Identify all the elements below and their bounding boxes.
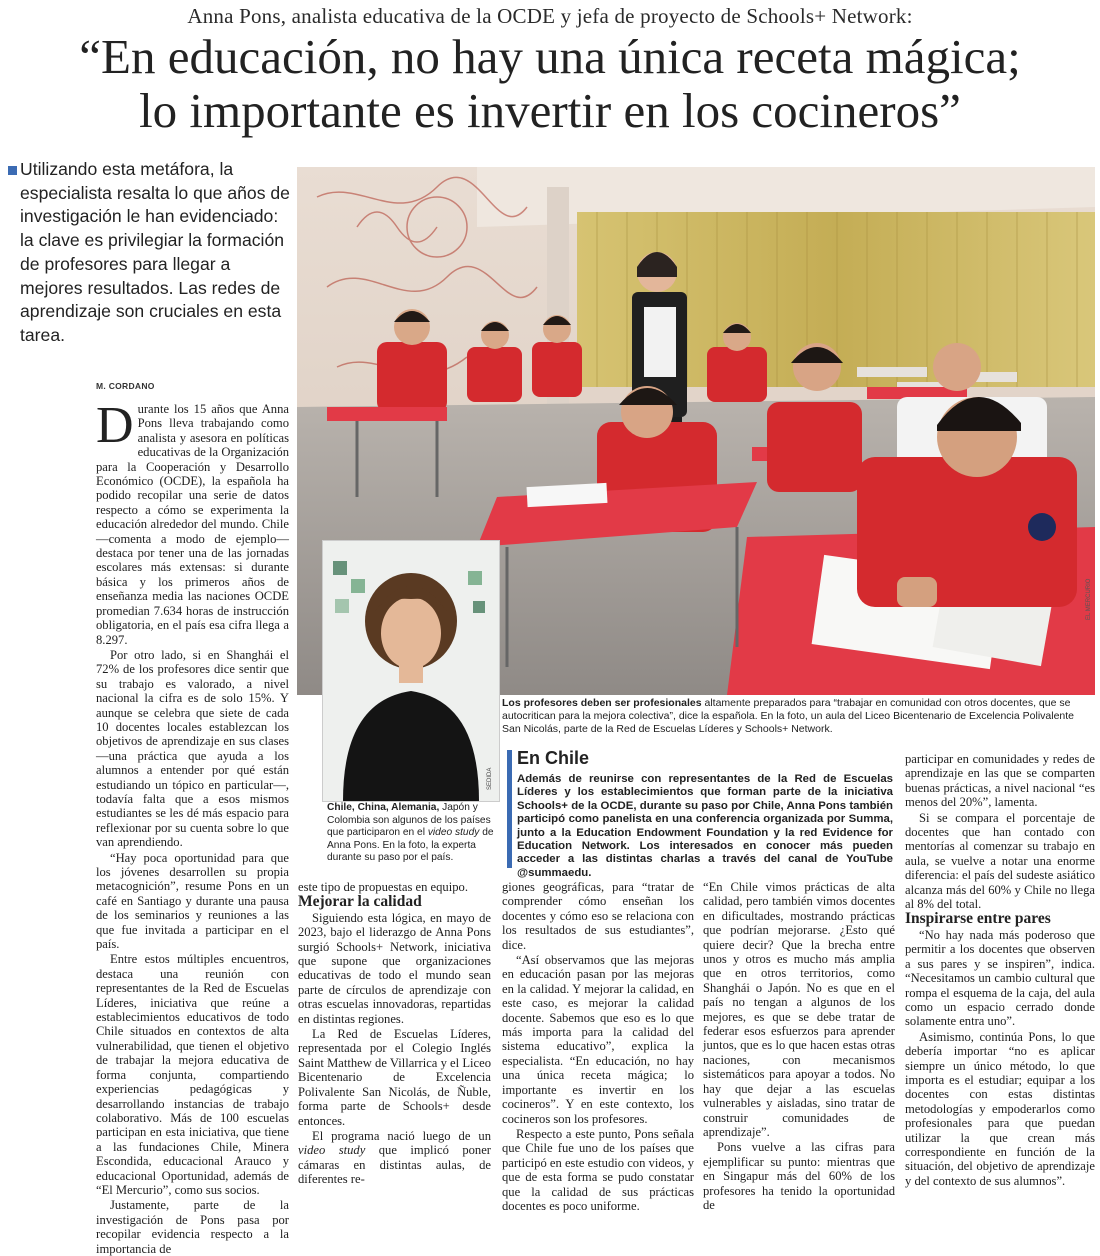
paragraph: este tipo de propuestas en equipo. bbox=[298, 880, 468, 894]
sidebar-text: Además de reunirse con representantes de la Red de Escuelas Líderes y los establecimientos que forman parte de la iniciativa Schools+ de la OCDE, durante su paso por Chile, Anna Pons también participó como panelista en una conferencia organizada por Summa, junto a la Education Endowment Foundation y la red Evidence for Education Network. Los interesados en conocer más pueden acceder a las distintas charlas a través del canal de YouTube @summaedu. bbox=[517, 773, 893, 879]
headline-line-1: “En educación, no hay una única receta mágica; bbox=[79, 29, 1021, 84]
paragraph: El programa nació luego de un video study que implicó poner cámaras en distintas aulas, de diferentes re- bbox=[298, 1128, 491, 1187]
paragraph: La Red de Escuelas Líderes, representada por el Colegio Inglés Saint Matthew de Villarrica y el Liceo Bicentenario de Excelencia Polivalente San Nicolás, de Ñuble, forma parte de Schools+ desde entonces. bbox=[298, 1027, 491, 1128]
article-column-4 bbox=[703, 880, 895, 1212]
paragraph: Respecto a este punto, Pons señala que Chile fue uno de los países que participó en este estudio con videos, y que de esta forma se pudo constatar que la calidad de sus prácticas docentes es poco uniforme. bbox=[502, 1126, 695, 1213]
photo-caption: Los profesores deben ser profesionales altamente preparados para “trabajar en comunidad con otros docentes, que se autocritican para la mejora colectiva”, dice la española. En la foto, un aula del Liceo Bicentenario de Excelencia Polivalente San Nicolás, parte de la Red de Escuelas Líderes y Schools+ Network. bbox=[502, 697, 1075, 735]
paragraph: Si se compara el porcentaje de docentes que han contado con mentorías al comenzar su trabajo en aula, se vuelve a notar una enorme diferencia: el país del sudeste asiático alcanza más del 60% y Chile no llega al 8% del total. bbox=[905, 810, 1095, 912]
drop-cap: D bbox=[96, 397, 134, 454]
paragraph: Justamente, parte de la investigación de Pons pasa por recopilar evidencia respecto a la importancia de bbox=[96, 1198, 289, 1256]
lead-bullet-icon bbox=[8, 166, 17, 175]
article-column-3 bbox=[502, 880, 694, 1213]
paragraph: Entre estos múltiples encuentros, destaca una reunión con representantes de la Red de Escuelas Líderes, iniciativa que reúne a establecimientos educativos de todo Chile situados en contextos de alta vulnerabilidad, que tienen el objetivo de trabajar la mejora educativa de forma conjunta, compartiendo experiencias pedagógicas y desarrollando instancias de trabajo colaborativo. Más de 100 escuelas participan en esta iniciativa, que tiene a las fundaciones Chile, Minera Escondida, educacional Arauco y educacional Oportunidad, además de “El Mercurio”, como sus socios. bbox=[96, 952, 289, 1197]
paragraph: participar en comunidades y redes de aprendizaje en las que se comparten buenas prácticas, a nivel nacional “es menos del 20%”, lamenta. bbox=[905, 752, 1095, 810]
lead-paragraph: Utilizando esta metáfora, la especialista resalta lo que años de investigación le han evidenciado: la clave es privilegiar la formación de profesores para llegar a mejores resultados. Las redes de aprendizaje son cruciales en esta tarea. bbox=[20, 159, 290, 345]
paragraph: “No hay nada más poderoso que permitir a los docentes que observen a sus pares y se inspiren”, indica. “Necesitamos un cambio cultural que rompa el esquema de la caja, del aula como un espacio cerrado donde solamente entra uno”. bbox=[905, 927, 1095, 1029]
sidebar-title: En Chile bbox=[517, 748, 590, 768]
paragraph: “Hay poca oportunidad para que los jóvenes desarrollen su propia metacognición”, resume Pons en un café en Santiago y durante una pausa de los seminarios y reuniones a las que fue invitada a participar en el país. bbox=[96, 850, 289, 952]
paragraph: “Así observamos que las mejoras en educación pasan por las mejoras en la calidad. Y mejorar la calidad, en este caso, es mejorar la calidad docente. Sabemos que eso es lo que más importa para la calidad del sistema educativo”, explica la especialista. “En educación, no hay una única receta mágica; lo importante es invertir en los cocineros”. Y en este contexto, los cocineros son los profesores. bbox=[502, 953, 694, 1126]
portrait-photo bbox=[322, 540, 500, 802]
article-column-2 bbox=[298, 880, 491, 1187]
sidebar-accent-bar bbox=[507, 750, 512, 868]
intro-paragraph: Durante los 15 años que Anna Pons lleva trabajando como analista y asesora en políticas educativas de la Organización para la Cooperación y Desarrollo Económico (OCDE), la española ha podido recopilar una serie de datos respecto a cómo se experimenta la educación alrededor del mundo. Chile —comenta a modo de ejemplo— destaca por tener una de las jornadas escolares más extensas: si durante básica y los primeros años de enseñanza media las naciones OCDE promedian 7.634 horas de instrucción obligatoria, en el país esa cifra llega a 8.297. bbox=[96, 397, 289, 647]
paragraph: Por otro lado, si en Shanghái el 72% de los profesores dice sentir que su trabajo es valorado, a nivel nacional la cifra es de solo 15%. Y aunque se celebra que siete de cada 10 docentes locales establezcan los objetivos de aprendizaje en sus clases —una práctica que ayuda a los alumnos a entender por qué están estudiando un tópico en particular—, todavía falta que a esos mismos estudiantes se les dé más espacio para reflexionar por su cuenta sobre lo que van aprendiendo. bbox=[96, 647, 289, 850]
article-column-1 bbox=[96, 397, 289, 1256]
subheading-inspirarse: Inspirarse entre pares bbox=[905, 910, 1051, 928]
subheading-mejorar-calidad: Mejorar la calidad bbox=[298, 893, 422, 911]
headline-line-2: lo importante es invertir en los cocineros” bbox=[139, 83, 961, 138]
headline bbox=[0, 30, 1100, 138]
paragraph: giones geográficas, para “tratar de comprender cómo enseñan los docentes y cómo eso se relaciona con los resultados de sus estudiantes”, dice. bbox=[502, 880, 694, 952]
paragraph: Pons vuelve a las cifras para ejemplificar su punto: mientras que en Singapur más del 60% de los profesores ha tenido la oportunidad de bbox=[703, 1140, 895, 1212]
paragraph: Siguiendo esta lógica, en mayo de 2023, bajo el liderazgo de Anna Pons surgió Schools+ Network, iniciativa que supone que organizaciones educativas de todo el mundo sean parte de círculos de aprendizaje con otras escuelas innovadoras, repartidas en distintas regiones. bbox=[298, 910, 491, 1026]
portrait-caption: Chile, China, Alemania, Japón y Colombia son algunos de los países que participaron en el video study de Anna Pons. En la foto, la experta durante su paso por el país. bbox=[327, 802, 494, 864]
portrait-credit: SEDIDA bbox=[487, 767, 493, 790]
article-column-5 bbox=[905, 752, 1095, 1188]
kicker: Anna Pons, analista educativa de la OCDE y jefa de proyecto de Schools+ Network: bbox=[187, 4, 913, 28]
byline: M. CORDANO bbox=[96, 381, 155, 391]
paragraph: Asimismo, continúa Pons, lo que debería importar “no es aplicar siempre un único método, lo que importa es el estudiar; equipar a los docentes con estas distintas metodologías y empoderarlos como profesionales para que puedan utilizar la que crean más correspondiente en función de la situación, del objetivo de aprendizaje y del contexto de sus alumnos”. bbox=[905, 1029, 1095, 1188]
photo-credit: EL MERCURIO bbox=[1086, 578, 1092, 620]
paragraph: “En Chile vimos prácticas de alta calidad, pero también vimos docentes en dificultades, mostrando prácticas que podrían mejorarse. ¿Esto qué quiere decir? Que la brecha entre unos y otros es mucho más amplia que en otros territorios, como Shanghái o Japón. No es que en el país no tengan a algunos de los mejores, es que se debe tratar de federar esos esfuerzos para aprender juntos, que es lo que hacen estas otras naciones, con mecanismos sistemáticos para apoyar a todos. No hay que dejar a las escuelas vulnerables y aisladas, sino tratar de construir comunidades de aprendizaje”. bbox=[703, 880, 895, 1139]
